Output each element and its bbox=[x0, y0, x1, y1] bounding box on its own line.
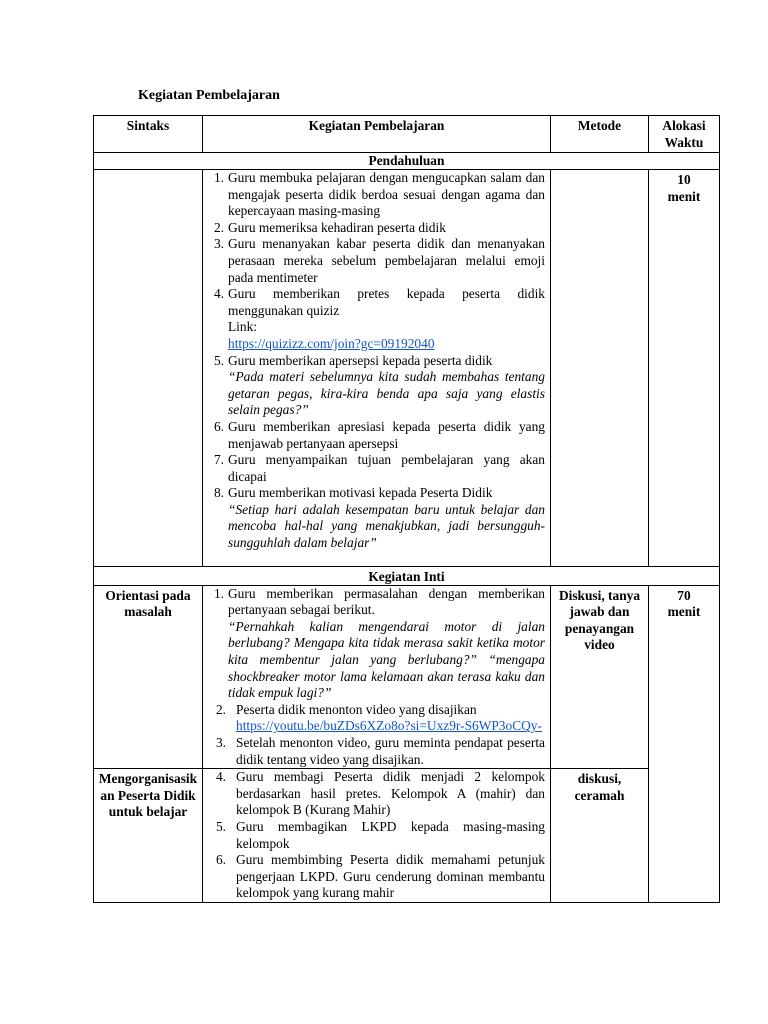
list-item: 7. Guru menyampaikan tujuan pembelajaran yang akan dicapai bbox=[213, 452, 545, 484]
metode-cell-mengorganisasikan: diskusi, ceramah bbox=[551, 769, 649, 903]
apersepsi-quote: “Pada materi sebelumnya kita sudah membahas tentang getaran pegas, kira-kira benda apa saja yang elastis selain pegas?” bbox=[228, 369, 545, 418]
header-sintaks: Sintaks bbox=[94, 116, 203, 153]
metode-cell-orientasi: Diskusi, tanya jawab dan penayangan video bbox=[551, 585, 649, 769]
list-item: 6. Guru memberikan apresiasi kepada peserta didik yang menjawab pertanyaan apersepsi bbox=[213, 418, 545, 451]
section-row-inti bbox=[94, 566, 720, 585]
table-row-pendahuluan bbox=[94, 170, 720, 567]
sintaks-cell-mengorganisasikan: Mengorganisasikan Peserta Didik untuk belajar bbox=[94, 769, 203, 903]
list-item: 1. Guru membuka pelajaran dengan mengucapkan salam dan mengajak peserta didik berdoa sesuai dengan agama dan kepercayaan masing-masing bbox=[213, 170, 545, 219]
youtube-link[interactable]: https://youtu.be/buZDs6XZo8o?si=Uxz9r-S6WP3oCQy- bbox=[236, 718, 542, 734]
metode-cell-pendahuluan bbox=[551, 170, 649, 567]
list-item: 1. Guru memberikan permasalahan dengan memberikan pertanyaan sebagai berikut. “Pernahkah kalian mengendarai motor di jalan berlubang? Mengapa kita tidak merasa sakit ketika motor kita membentur jalan yang berlubang?” “mengapa shockbreaker motor lama kelamaan akan terasa kaku dan tidak empuk lagi?” bbox=[213, 585, 545, 701]
alokasi-cell-inti: 70 menit bbox=[649, 585, 720, 902]
table-row-orientasi bbox=[94, 585, 720, 769]
kegiatan-cell-pendahuluan bbox=[203, 170, 551, 567]
list-item: 3. Guru menanyakan kabar peserta didik dan menanyakan perasaan mereka sebelum pembelajaran melalui emoji pada mentimeter bbox=[213, 236, 545, 285]
list-item: 8. Guru memberikan motivasi kepada Peserta Didik “Setiap hari adalah kesempatan baru untuk belajar dan mencoba hal-hal yang menakjubkan, jadi bersungguh-sungguhlah dalam belajar” bbox=[213, 485, 545, 551]
table-header-row bbox=[94, 116, 720, 153]
section-row-pendahuluan bbox=[94, 153, 720, 170]
list-item: 6. Guru membimbing Peserta didik memahami petunjuk pengerjaan LKPD. Guru cenderung dominan membantu kelompok yang kurang mahir bbox=[215, 852, 545, 901]
header-metode: Metode bbox=[551, 116, 649, 153]
orientasi-steps-list bbox=[203, 586, 550, 769]
quizizz-link[interactable]: https://quizizz.com/join?gc=09192040 bbox=[228, 335, 435, 351]
alokasi-cell-pendahuluan: 10 menit bbox=[649, 170, 720, 567]
masalah-quote: “Pernahkah kalian mengendarai motor di jalan berlubang? Mengapa kita tidak merasa sakit ketika motor kita membentur jalan yang berlubang?” “mengapa shockbreaker motor lama kelamaan akan terasa kaku dan tidak empuk lagi?” bbox=[228, 618, 545, 701]
list-item: 5. Guru membagikan LKPD kepada masing-masing kelompok bbox=[215, 818, 545, 851]
sintaks-cell-orientasi: Orientasi pada masalah bbox=[94, 585, 203, 769]
mengorganisasikan-steps-list bbox=[203, 769, 550, 902]
list-item: 2. Guru memeriksa kehadiran peserta didik bbox=[213, 219, 446, 235]
kegiatan-cell-orientasi bbox=[203, 585, 551, 769]
link-label: Link: bbox=[228, 319, 258, 335]
list-item: 4. Guru membagi Peserta didik menjadi 2 kelompok berdasarkan hasil pretes. Kelompok A (mahir) dan kelompok B (Kurang Mahir) bbox=[215, 769, 545, 818]
list-item: 4. Guru memberikan pretes kepada peserta didik menggunakan quiziz Link: https://quizizz.com/join?gc=09192040 bbox=[213, 286, 545, 351]
list-item: 5. Guru memberikan apersepsi kepada peserta didik “Pada materi sebelumnya kita sudah membahas tentang getaran pegas, kira-kira benda apa saja yang elastis selain pegas?” bbox=[213, 352, 545, 418]
kegiatan-cell-mengorganisasikan bbox=[203, 769, 551, 903]
pendahuluan-steps-list bbox=[203, 170, 550, 552]
motivasi-quote: “Setiap hari adalah kesempatan baru untuk belajar dan mencoba hal-hal yang menakjubkan, jadi bersungguh-sungguhlah dalam belajar” bbox=[228, 501, 545, 551]
document-title: Kegiatan Pembelajaran bbox=[138, 88, 280, 103]
list-item: 2. Peserta didik menonton video yang disajikan https://youtu.be/buZDs6XZo8o?si=Uxz9r-S6WP3oCQy- bbox=[203, 702, 550, 735]
sintaks-cell-pendahuluan bbox=[94, 170, 203, 567]
header-kegiatan: Kegiatan Pembelajaran bbox=[203, 116, 551, 153]
header-alokasi: Alokasi Waktu bbox=[649, 116, 720, 153]
learning-activities-table bbox=[93, 115, 720, 903]
list-item: 3. Setelah menonton video, guru meminta pendapat peserta didik tentang video yang disajikan. bbox=[215, 735, 545, 767]
table-row-mengorganisasikan bbox=[94, 769, 720, 903]
section-title-pendahuluan: Pendahuluan bbox=[94, 153, 720, 170]
section-title-inti: Kegiatan Inti bbox=[94, 566, 720, 585]
